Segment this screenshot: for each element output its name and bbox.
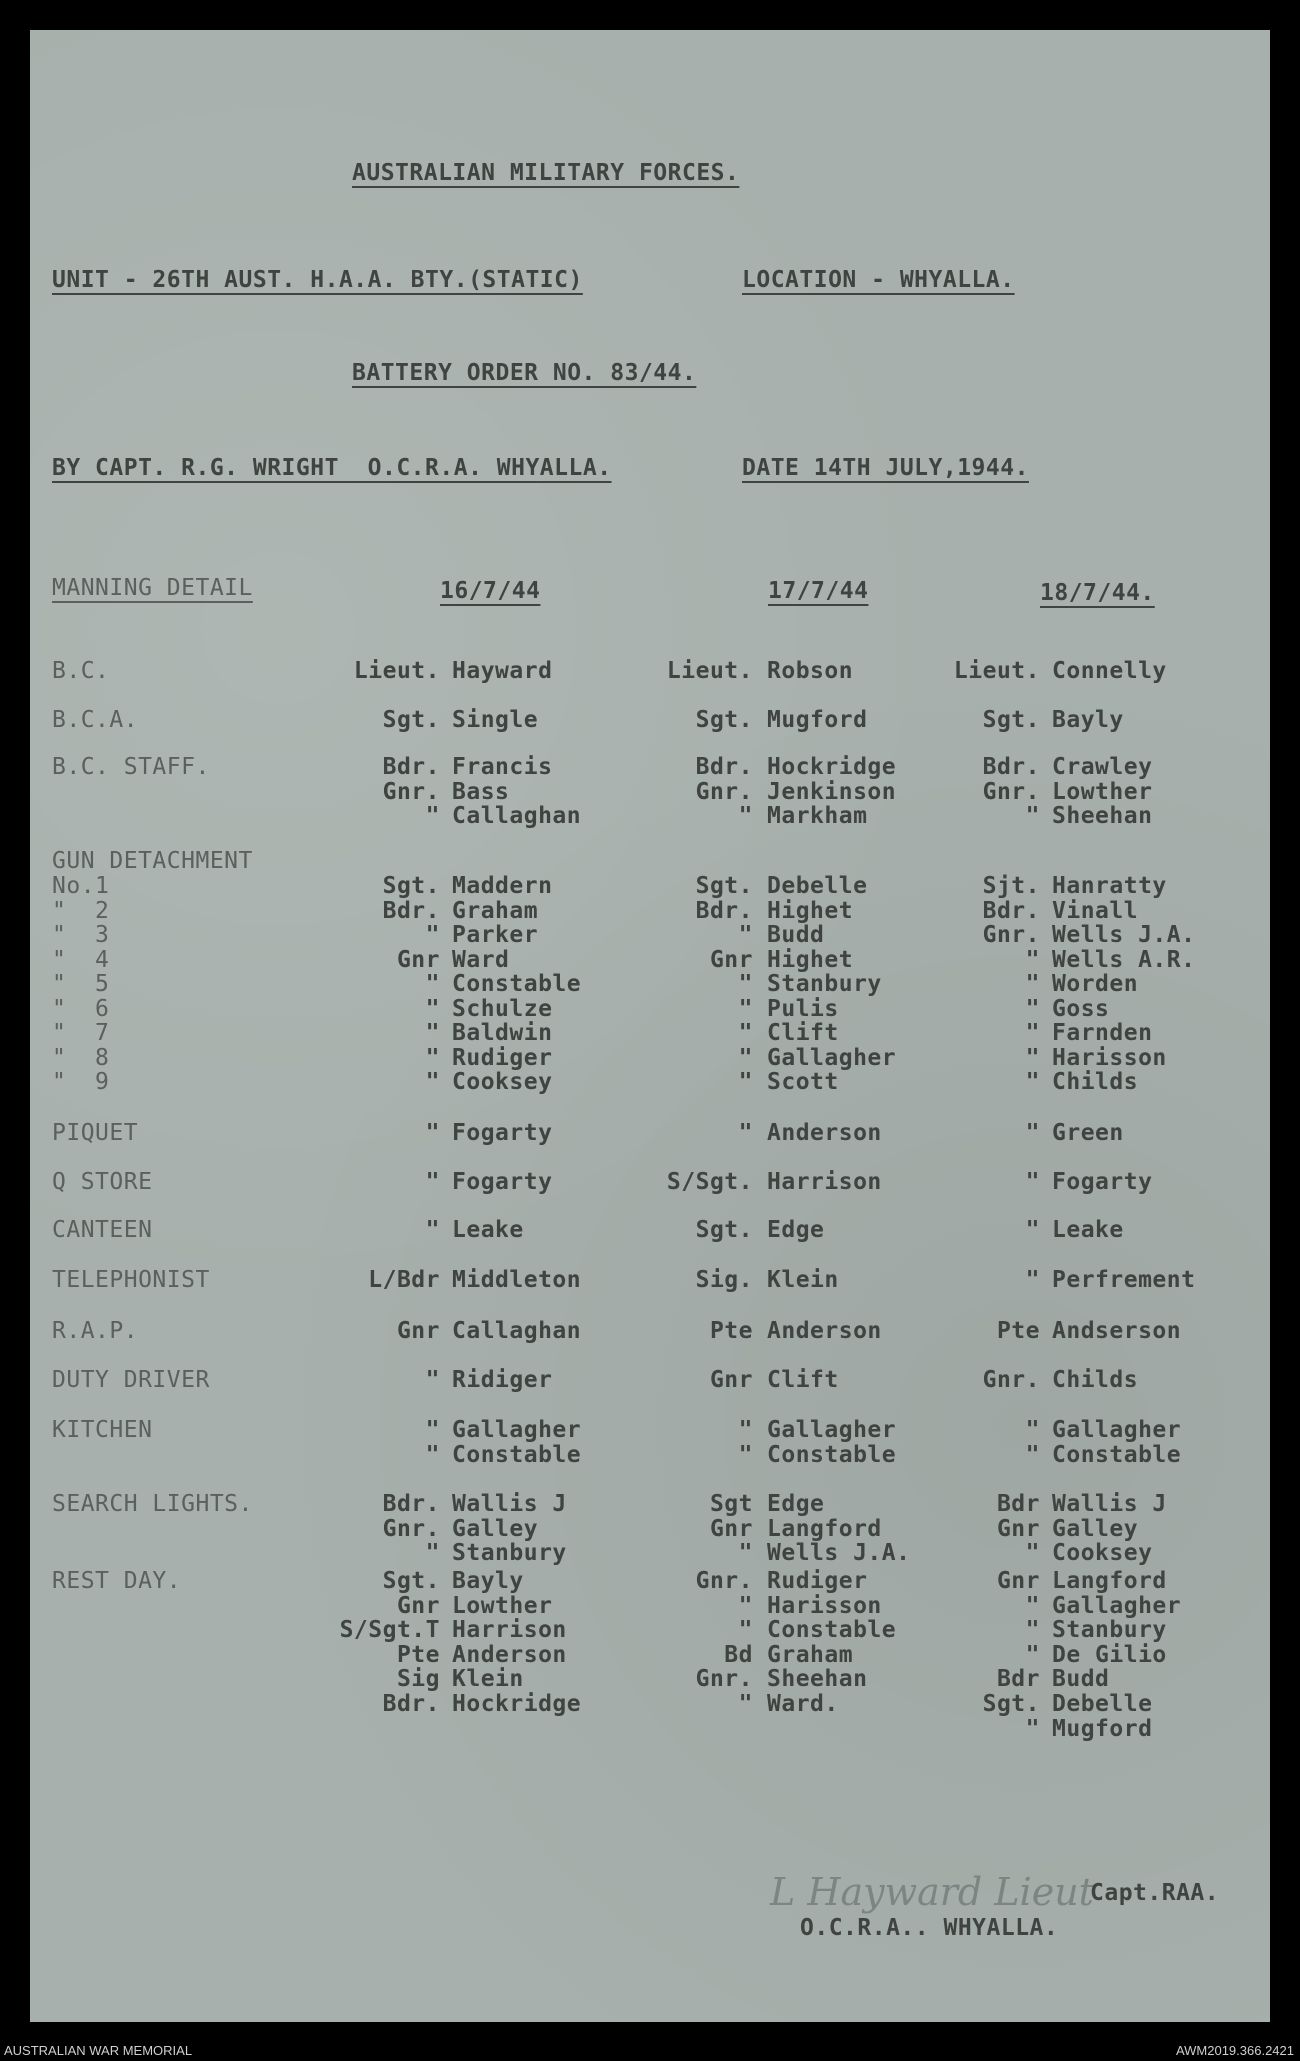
duty-rank: Gnr.: [695, 778, 753, 805]
row-label: Q STORE: [52, 1169, 153, 1195]
duty-rank: ": [738, 1417, 753, 1443]
duty-rank: Sgt.: [982, 707, 1040, 733]
duty-rank: ": [1025, 1267, 1040, 1293]
duty-rank: ": [1025, 971, 1040, 997]
duty-name: Gallagher: [767, 1417, 897, 1443]
duty-name: Sheehan: [767, 1666, 868, 1693]
duty-name: Langford: [1052, 1568, 1167, 1594]
duty-rank: ": [425, 1069, 440, 1095]
duty-name: Callaghan: [452, 803, 582, 830]
duty-rank: ": [1025, 1641, 1040, 1668]
table-title: MANNING DETAIL: [52, 575, 253, 601]
duty-rank: Gnr: [709, 1367, 753, 1393]
duty-rank: Pte: [996, 1318, 1040, 1344]
row-label: " 7: [52, 1020, 110, 1046]
duty-rank: ": [738, 1069, 753, 1095]
row-label: B.C. STAFF.: [52, 754, 210, 780]
duty-rank: ": [1025, 1020, 1040, 1046]
duty-name: Galley: [1052, 1515, 1139, 1542]
duty-name: Perfrement: [1052, 1267, 1196, 1293]
duty-rank: Sgt.: [982, 1691, 1040, 1717]
duty-name: Bayly: [452, 1568, 524, 1594]
duty-rank: Gnr: [396, 1318, 440, 1344]
row-label: KITCHEN: [52, 1417, 153, 1443]
duty-rank: Sgt.: [695, 873, 753, 899]
duty-rank: ": [1025, 1715, 1040, 1742]
duty-rank: ": [1025, 1441, 1040, 1468]
document-page: [30, 30, 1270, 2022]
duty-name: Anderson: [767, 1318, 882, 1344]
date-column-1: 16/7/44: [440, 578, 541, 604]
row-label: " 4: [52, 947, 110, 973]
duty-rank: Bdr: [996, 1666, 1040, 1693]
duty-rank: ": [425, 1020, 440, 1046]
duty-name: Cooksey: [452, 1069, 553, 1095]
duty-name: Clift: [767, 1367, 839, 1393]
row-label: " 8: [52, 1045, 110, 1071]
duty-name: Single: [452, 707, 539, 733]
duty-rank: ": [1025, 1169, 1040, 1195]
duty-name: Francis: [452, 754, 553, 780]
duty-name: Mugford: [1052, 1715, 1153, 1742]
duty-rank: Bdr.: [982, 754, 1040, 780]
duty-rank: Gnr.: [382, 1515, 440, 1542]
duty-rank: Sjt.: [982, 873, 1040, 899]
duty-rank: ": [425, 1045, 440, 1071]
duty-name: Pulis: [767, 996, 839, 1022]
duty-name: Debelle: [767, 873, 868, 899]
duty-name: Fogarty: [1052, 1169, 1153, 1195]
row-label: " 9: [52, 1069, 110, 1095]
duty-name: Wallis J: [452, 1491, 567, 1517]
duty-name: Rudiger: [767, 1568, 868, 1594]
duty-rank: ": [1025, 803, 1040, 830]
footer-credit: AUSTRALIAN WAR MEMORIAL: [4, 2043, 193, 2058]
duty-rank: ": [1025, 1592, 1040, 1619]
row-label: R.A.P.: [52, 1318, 139, 1344]
duty-rank: ": [425, 1540, 440, 1567]
duty-name: Hockridge: [767, 754, 897, 780]
duty-name: Wallis J: [1052, 1491, 1167, 1517]
duty-name: Ward.: [767, 1691, 839, 1717]
duty-rank: Gnr: [996, 1515, 1040, 1542]
duty-rank: ": [1025, 1540, 1040, 1567]
row-label: B.C.: [52, 658, 110, 684]
duty-rank: S/Sgt.T: [339, 1617, 440, 1644]
duty-rank: Sgt: [709, 1491, 753, 1517]
duty-name: Constable: [767, 1441, 897, 1468]
duty-name: Hockridge: [452, 1691, 582, 1717]
duty-rank: ": [425, 1367, 440, 1393]
row-label: SEARCH LIGHTS.: [52, 1491, 253, 1517]
duty-rank: Bdr.: [982, 898, 1040, 924]
duty-name: Budd: [1052, 1666, 1110, 1693]
duty-name: Graham: [452, 898, 539, 924]
duty-rank: ": [425, 803, 440, 830]
duty-name: Harisson: [767, 1592, 882, 1619]
handwritten-signature: L Hayward Lieut: [770, 1870, 1094, 1914]
date-column-3: 18/7/44.: [1040, 580, 1155, 606]
duty-rank: ": [738, 996, 753, 1022]
duty-name: Stanbury: [1052, 1617, 1167, 1644]
duty-rank: ": [1025, 1045, 1040, 1071]
row-label: PIQUET: [52, 1120, 139, 1146]
duty-name: Vinall: [1052, 898, 1139, 924]
duty-name: Leake: [1052, 1217, 1124, 1243]
duty-rank: ": [425, 1417, 440, 1443]
duty-name: Harrison: [767, 1169, 882, 1195]
duty-name: Gallagher: [767, 1045, 897, 1071]
duty-rank: Gnr: [396, 947, 440, 973]
duty-rank: ": [738, 1691, 753, 1717]
duty-rank: Bdr.: [695, 754, 753, 780]
duty-rank: Gnr.: [982, 778, 1040, 805]
duty-name: Graham: [767, 1641, 854, 1668]
duty-name: Lowther: [452, 1592, 553, 1619]
duty-name: Ward: [452, 947, 510, 973]
duty-name: Highet: [767, 898, 854, 924]
duty-rank: Sgt.: [382, 1568, 440, 1594]
duty-name: Gallagher: [452, 1417, 582, 1443]
issued-by: BY CAPT. R.G. WRIGHT O.C.R.A. WHYALLA.: [52, 455, 612, 481]
duty-rank: ": [738, 803, 753, 830]
duty-name: Middleton: [452, 1267, 582, 1293]
duty-name: Lowther: [1052, 778, 1153, 805]
duty-rank: ": [1025, 1617, 1040, 1644]
duty-rank: Lieut.: [953, 658, 1040, 684]
duty-name: Mugford: [767, 707, 868, 733]
order-number: BATTERY ORDER NO. 83/44.: [352, 360, 697, 386]
duty-name: Robson: [767, 658, 854, 684]
duty-name: Maddern: [452, 873, 553, 899]
duty-rank: ": [738, 1617, 753, 1644]
duty-name: Constable: [452, 971, 582, 997]
duty-rank: Bdr: [996, 1491, 1040, 1517]
duty-rank: Pte: [709, 1318, 753, 1344]
duty-name: Gallagher: [1052, 1592, 1182, 1619]
duty-name: Callaghan: [452, 1318, 582, 1344]
duty-name: Cooksey: [1052, 1540, 1153, 1567]
duty-rank: Gnr.: [982, 922, 1040, 948]
duty-rank: L/Bdr: [368, 1267, 440, 1293]
duty-name: Wells J.A.: [767, 1540, 911, 1567]
duty-rank: ": [738, 1540, 753, 1567]
duty-name: Andserson: [1052, 1318, 1182, 1344]
row-label: B.C.A.: [52, 707, 139, 733]
duty-rank: ": [425, 1217, 440, 1243]
duty-name: Debelle: [1052, 1691, 1153, 1717]
duty-rank: ": [738, 1120, 753, 1146]
duty-name: Budd: [767, 922, 825, 948]
duty-rank: Bd: [724, 1641, 753, 1668]
duty-name: Gallagher: [1052, 1417, 1182, 1443]
order-date: DATE 14TH JULY,1944.: [742, 455, 1029, 481]
duty-rank: ": [425, 922, 440, 948]
duty-rank: ": [738, 1020, 753, 1046]
duty-rank: ": [425, 971, 440, 997]
row-label: " 2: [52, 898, 110, 924]
duty-rank: Pte: [396, 1641, 440, 1668]
duty-rank: S/Sgt.: [666, 1169, 753, 1195]
duty-name: Parker: [452, 922, 539, 948]
duty-name: Harrison: [452, 1617, 567, 1644]
duty-name: De Gilio: [1052, 1641, 1167, 1668]
duty-name: Sheehan: [1052, 803, 1153, 830]
duty-name: Childs: [1052, 1069, 1139, 1095]
duty-name: Farnden: [1052, 1020, 1153, 1046]
duty-rank: ": [738, 1045, 753, 1071]
unit-line: UNIT - 26TH AUST. H.A.A. BTY.(STATIC): [52, 267, 583, 293]
duty-rank: Lieut.: [666, 658, 753, 684]
duty-name: Anderson: [767, 1120, 882, 1146]
duty-name: Edge: [767, 1217, 825, 1243]
row-label: " 5: [52, 971, 110, 997]
duty-name: Ridiger: [452, 1367, 553, 1393]
row-label: " 6: [52, 996, 110, 1022]
duty-name: Highet: [767, 947, 854, 973]
row-label: REST DAY.: [52, 1568, 182, 1594]
duty-rank: Lieut.: [353, 658, 440, 684]
duty-name: Stanbury: [767, 971, 882, 997]
duty-name: Jenkinson: [767, 778, 897, 805]
duty-name: Constable: [1052, 1441, 1182, 1468]
duty-rank: Gnr.: [982, 1367, 1040, 1393]
duty-name: Constable: [767, 1617, 897, 1644]
duty-rank: Bdr.: [382, 1691, 440, 1717]
duty-name: Rudiger: [452, 1045, 553, 1071]
duty-rank: Gnr.: [382, 778, 440, 805]
duty-rank: Bdr.: [382, 1491, 440, 1517]
duty-name: Connelly: [1052, 658, 1167, 684]
duty-name: Green: [1052, 1120, 1124, 1146]
date-column-2: 17/7/44: [768, 578, 869, 604]
duty-name: Constable: [452, 1441, 582, 1468]
duty-name: Goss: [1052, 996, 1110, 1022]
duty-rank: Gnr.: [695, 1568, 753, 1594]
row-label: DUTY DRIVER: [52, 1367, 210, 1393]
duty-name: Edge: [767, 1491, 825, 1517]
duty-name: Bass: [452, 778, 510, 805]
duty-rank: ": [425, 1169, 440, 1195]
duty-rank: Sgt.: [382, 873, 440, 899]
duty-name: Clift: [767, 1020, 839, 1046]
duty-rank: Bdr.: [382, 754, 440, 780]
duty-rank: ": [1025, 1120, 1040, 1146]
duty-rank: ": [425, 1120, 440, 1146]
duty-rank: Sig.: [695, 1267, 753, 1293]
duty-rank: Sgt.: [695, 707, 753, 733]
duty-name: Galley: [452, 1515, 539, 1542]
duty-rank: ": [738, 971, 753, 997]
duty-rank: ": [1025, 947, 1040, 973]
duty-rank: ": [1025, 1069, 1040, 1095]
duty-rank: Gnr: [996, 1568, 1040, 1594]
duty-name: Klein: [452, 1666, 524, 1693]
duty-name: Crawley: [1052, 754, 1153, 780]
duty-name: Childs: [1052, 1367, 1139, 1393]
row-label: " 3: [52, 922, 110, 948]
duty-name: Markham: [767, 803, 868, 830]
duty-rank: ": [425, 1441, 440, 1468]
duty-rank: ": [738, 922, 753, 948]
location-line: LOCATION - WHYALLA.: [742, 267, 1015, 293]
signatory-rank: Capt.RAA.: [1090, 1880, 1220, 1906]
duty-rank: Bdr.: [382, 898, 440, 924]
duty-rank: ": [738, 1441, 753, 1468]
duty-rank: Gnr: [396, 1592, 440, 1619]
footer-reference: AWM2019.366.2421: [1175, 2043, 1294, 2058]
row-label: TELEPHONIST: [52, 1267, 210, 1293]
duty-name: Stanbury: [452, 1540, 567, 1567]
duty-rank: ": [1025, 996, 1040, 1022]
duty-rank: ": [425, 996, 440, 1022]
duty-name: Wells A.R.: [1052, 947, 1196, 973]
duty-rank: ": [1025, 1217, 1040, 1243]
duty-name: Langford: [767, 1515, 882, 1542]
duty-rank: Sgt.: [695, 1217, 753, 1243]
duty-rank: Bdr.: [695, 898, 753, 924]
doc-title: AUSTRALIAN MILITARY FORCES.: [352, 160, 740, 186]
duty-name: Anderson: [452, 1641, 567, 1668]
duty-name: Leake: [452, 1217, 524, 1243]
duty-name: Harisson: [1052, 1045, 1167, 1071]
duty-name: Hayward: [452, 658, 553, 684]
duty-name: Fogarty: [452, 1120, 553, 1146]
duty-name: Klein: [767, 1267, 839, 1293]
duty-name: Scott: [767, 1069, 839, 1095]
duty-rank: Gnr.: [695, 1666, 753, 1693]
duty-name: Bayly: [1052, 707, 1124, 733]
duty-rank: ": [738, 1592, 753, 1619]
duty-rank: ": [1025, 1417, 1040, 1443]
duty-name: Wells J.A.: [1052, 922, 1196, 948]
duty-name: Hanratty: [1052, 873, 1167, 899]
duty-rank: Gnr: [709, 947, 753, 973]
duty-name: Fogarty: [452, 1169, 553, 1195]
duty-name: Baldwin: [452, 1020, 553, 1046]
duty-rank: Sig: [396, 1666, 440, 1693]
row-label: GUN DETACHMENT: [52, 848, 253, 874]
signatory-position: O.C.R.A.. WHYALLA.: [800, 1915, 1059, 1941]
row-label: No.1: [52, 873, 110, 899]
duty-name: Worden: [1052, 971, 1139, 997]
duty-rank: Sgt.: [382, 707, 440, 733]
duty-name: Schulze: [452, 996, 553, 1022]
duty-rank: Gnr: [709, 1515, 753, 1542]
row-label: CANTEEN: [52, 1217, 153, 1243]
